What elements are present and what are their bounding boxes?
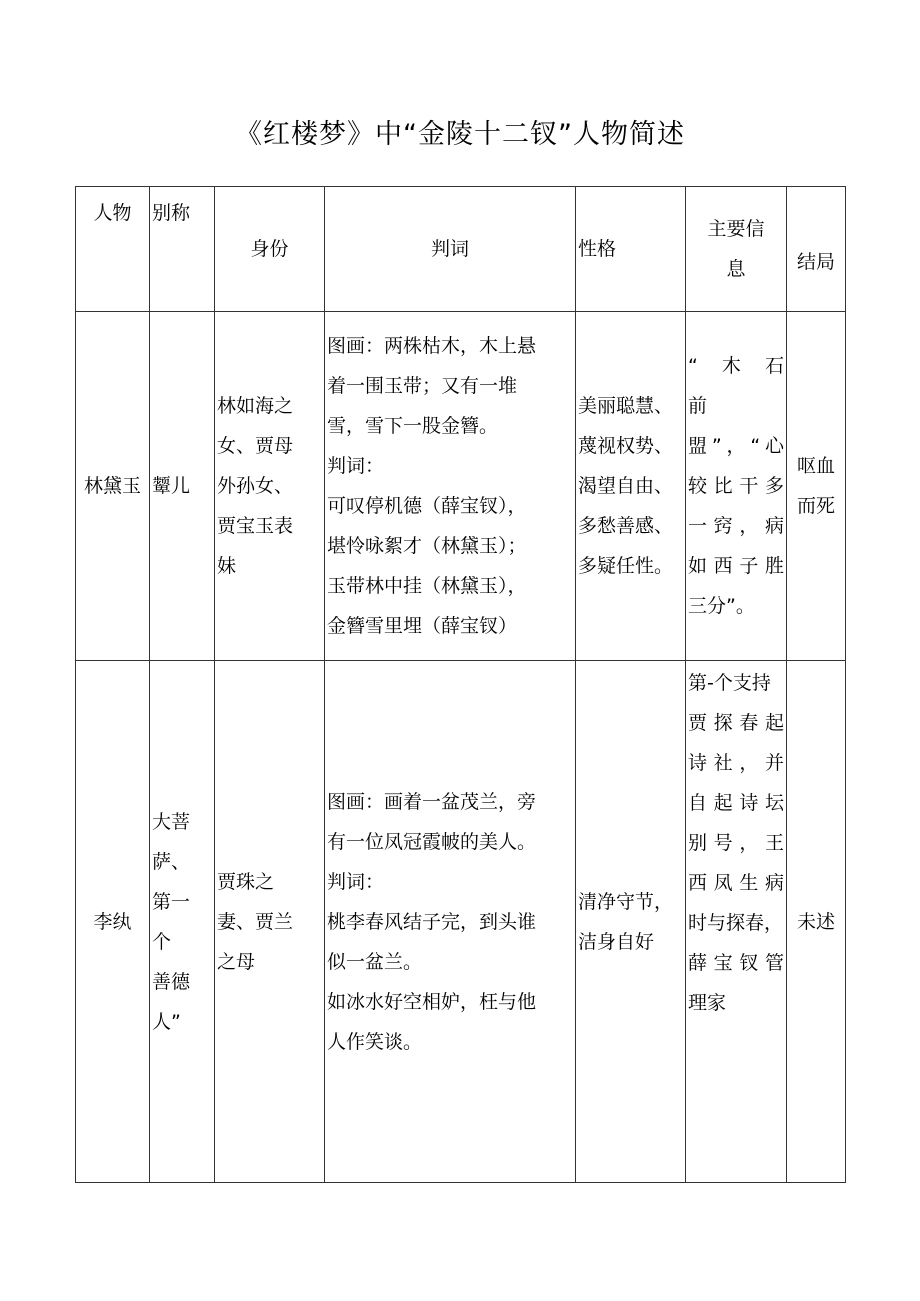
cell-verdict [325, 661, 576, 1183]
cell-verdict [325, 312, 576, 661]
character-table [75, 186, 846, 1183]
identity-line: 贾珠之 [217, 870, 275, 893]
verdict-line: 金簪雪里埋（薛宝钗） [327, 615, 518, 637]
cell-ending: 未述 [787, 661, 846, 1183]
header-info-line: 息 [726, 258, 746, 280]
ending-line: 而死 [796, 495, 835, 517]
info-line: 较比干多 [688, 475, 784, 497]
cell-name: 林黛玉 [76, 312, 150, 661]
info-line: 三分”。 [688, 595, 755, 617]
cell-ending [787, 312, 846, 661]
info-line: 自起诗坛 [688, 792, 784, 814]
header-alias: 别称 [150, 187, 215, 312]
personality-line: 洁身自好 [578, 930, 655, 953]
cell-info [686, 661, 787, 1183]
verdict-line: 雪，雪下一股金簪。 [327, 415, 499, 437]
alias-line: 善德 [152, 970, 191, 993]
identity-line: 之母 [217, 950, 256, 973]
cell-alias [150, 661, 215, 1183]
alias-line: 个 [152, 930, 172, 953]
personality-line: 蔑视权势、 [578, 435, 674, 457]
identity-line: 外孙女、 [217, 475, 294, 497]
cell-personality [576, 312, 686, 661]
info-line: “木石 [688, 355, 784, 377]
header-info [686, 187, 787, 312]
info-line: 前 [688, 395, 708, 417]
verdict-line: 图画：两株枯木，木上悬 [327, 335, 537, 357]
header-identity: 身份 [215, 187, 325, 312]
table-row [76, 312, 846, 661]
verdict-line: 桃李春风结子完，到头谁 [327, 910, 537, 933]
info-line: 诗社，并 [688, 752, 784, 774]
cell-identity [215, 312, 325, 661]
identity-line: 贾宝玉表 [217, 515, 294, 537]
cell-info [686, 312, 787, 661]
personality-line: 美丽聪慧、 [578, 395, 674, 417]
header-verdict: 判词 [325, 187, 576, 312]
verdict-line: 堪怜咏絮才（林黛玉）； [327, 535, 527, 557]
verdict-line: 可叹停机德（薛宝钗）， [327, 495, 527, 517]
header-info-line: 主要信 [707, 218, 765, 240]
personality-line: 多疑任性。 [578, 555, 674, 577]
identity-line: 林如海之 [217, 395, 294, 417]
identity-line: 妹 [217, 555, 237, 577]
info-line: 别号，王 [688, 832, 784, 854]
cell-name: 李纨 [76, 661, 150, 1183]
header-name: 人物 [76, 187, 150, 312]
verdict-line: 似一盆兰。 [327, 950, 423, 973]
info-line: 薛宝钗管 [688, 952, 784, 974]
verdict-line: 如冰水好空相妒，枉与他 [327, 990, 537, 1013]
alias-line: 萨、 [152, 850, 191, 873]
info-line: 时与探春， [688, 912, 784, 934]
alias-line: 人” [152, 1010, 181, 1033]
ending-line: 呕血 [796, 455, 835, 477]
info-line: 一窍，病 [688, 515, 784, 537]
personality-line: 清净守节， [578, 890, 674, 913]
verdict-line: 有一位凤冠霞帔的美人。 [327, 830, 537, 853]
header-row [76, 187, 846, 312]
header-personality: 性格 [576, 187, 686, 312]
verdict-line: 着一围玉带；又有一堆 [327, 375, 518, 397]
verdict-line: 判词： [327, 455, 385, 477]
info-line: 如西子胜 [688, 555, 784, 577]
info-line: 西凤生病 [688, 872, 784, 894]
identity-line: 女、贾母 [217, 435, 294, 457]
cell-identity [215, 661, 325, 1183]
header-ending: 结局 [787, 187, 846, 312]
cell-personality [576, 661, 686, 1183]
personality-line: 渴望自由、 [578, 475, 674, 497]
alias-line: 大菩 [152, 810, 191, 833]
alias-line: 第一 [152, 890, 191, 913]
verdict-line: 判词： [327, 870, 385, 893]
personality-line: 多愁善感、 [578, 515, 674, 537]
info-line: 贾探春起 [688, 712, 784, 734]
cell-alias: 颦儿 [150, 312, 215, 661]
verdict-line: 玉带林中挂（林黛玉）， [327, 575, 527, 597]
table-row [76, 661, 846, 1183]
page-title: 《红楼梦》中“金陵十二钗”人物简述 [235, 119, 685, 150]
identity-line: 妻、贾兰 [217, 910, 294, 933]
info-line: 理家 [688, 992, 727, 1014]
info-line: 第-个支持 [688, 672, 771, 694]
verdict-line: 人作笑谈。 [327, 1030, 423, 1053]
info-line: 盟”，“心 [688, 435, 784, 457]
verdict-line: 图画：画着一盆茂兰，旁 [327, 790, 537, 813]
